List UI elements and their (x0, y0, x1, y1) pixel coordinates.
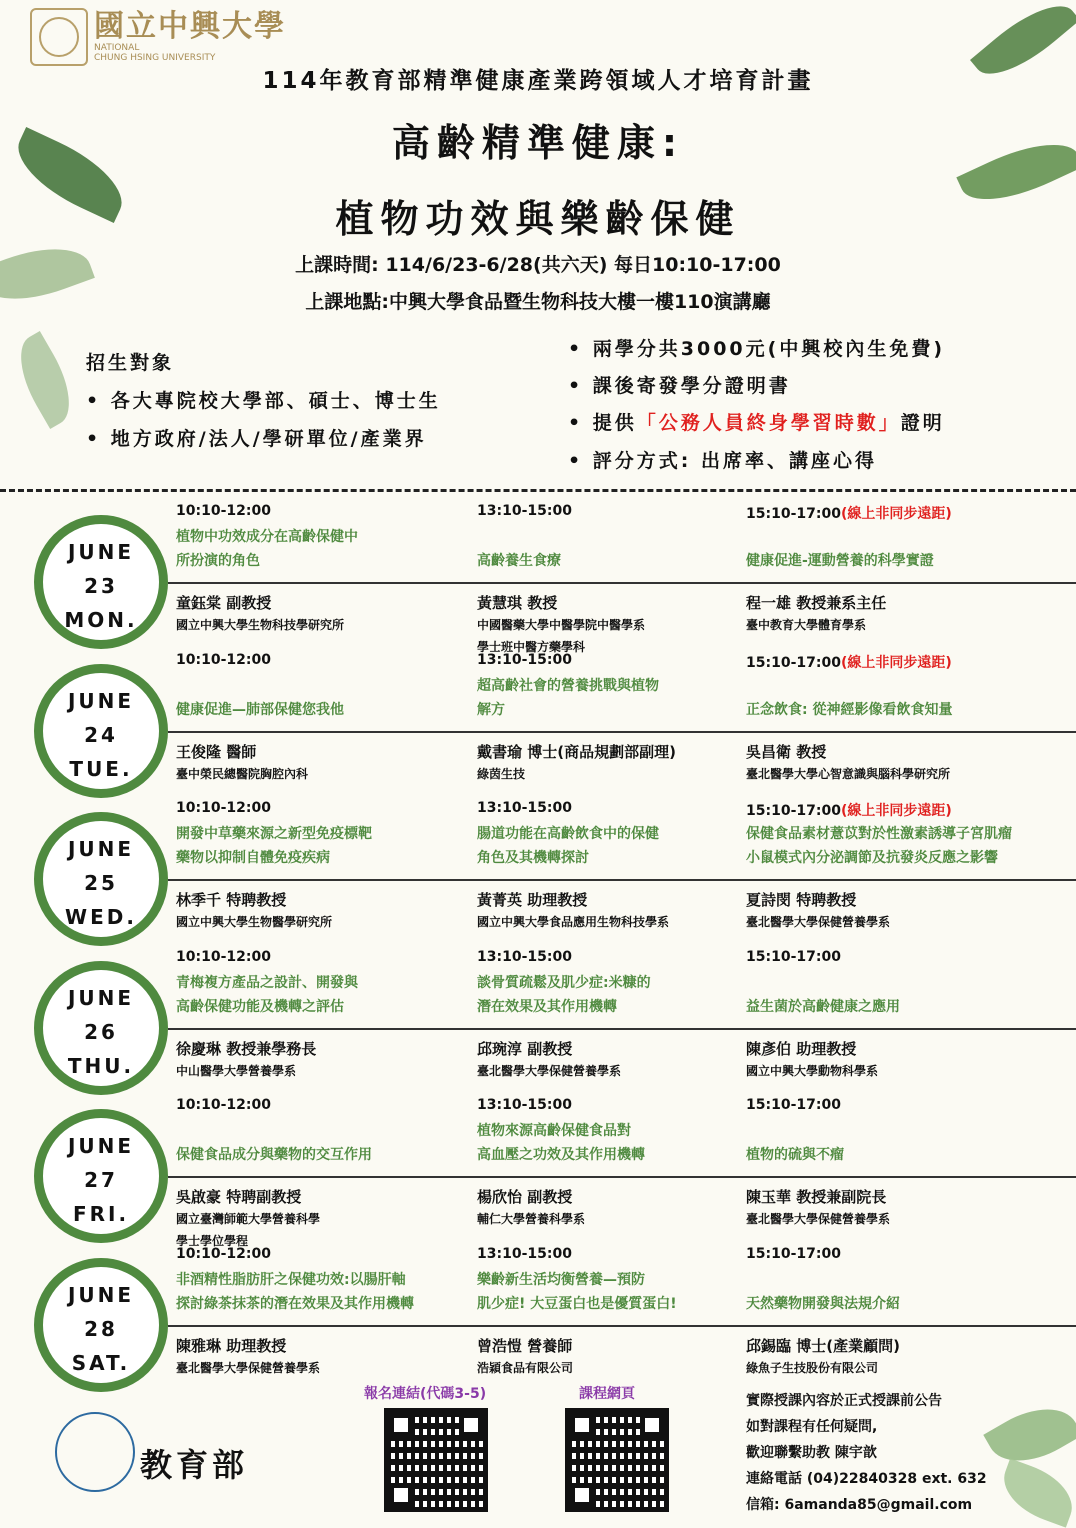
logo-english-line1: NATIONAL (94, 43, 140, 53)
day-badge-m: JUNE (67, 540, 135, 564)
program-header: 114年教育部精準健康產業跨領域人才培育計畫 (262, 68, 814, 94)
day-badge-w: WED. (65, 905, 137, 929)
contact-line: 如對課程有任何疑問, (746, 1419, 878, 1435)
target-item: • 各大專院校大學部、碩士、博士生 (86, 390, 441, 412)
day-badge-d: 25 (84, 871, 118, 895)
day-badge (34, 515, 168, 649)
speaker-name: 邱琬淳 副教授 (477, 1039, 573, 1058)
signup-qr-code[interactable] (384, 1408, 488, 1512)
day-badge-w: TUE. (69, 756, 133, 781)
speaker-affiliation: 臺北醫學大學保健營養學系 (746, 1212, 891, 1226)
speaker-name: 陳雅琳 助理教授 (176, 1336, 287, 1355)
speaker-affiliation: 國立中興大學動物科學系 (746, 1063, 879, 1078)
day-badge-m: JUNE (67, 837, 135, 861)
speaker-name: 王俊隆 醫師 (176, 742, 257, 761)
speaker-name: 林季千 特聘教授 (176, 891, 287, 909)
day-badge (34, 1258, 168, 1392)
day-badge-w: THU. (67, 1053, 135, 1078)
speaker-name: 夏詩閔 特聘教授 (746, 891, 857, 909)
benefit-item: • 課後寄發學分證明書 (568, 375, 791, 397)
logo-english-line2: CHUNG HSING UNIVERSITY (94, 53, 216, 63)
session-topic: 青梅複方產品之設計、開發與 高齡保健功能及機轉之評估 (176, 974, 358, 1015)
speaker-affiliation: 國立臺灣師範大學營養科學 (176, 1212, 321, 1226)
row-separator (168, 879, 1076, 881)
session-topic: 健康促進-運動營養的科學實證 (746, 553, 934, 569)
speaker-name: 陳彥伯 助理教授 (746, 1039, 857, 1058)
session-topic: 保健食品素材薏苡對於性激素誘導子宮肌瘤 小鼠模式內分泌調節及抗發炎反應之影響 (746, 826, 1012, 866)
day-badge-m: JUNE (67, 688, 135, 713)
speaker-affiliation: 浩穎食品有限公司 (477, 1360, 574, 1375)
session-time: 10:10-12:00 (176, 651, 271, 668)
day-badge-m: JUNE (67, 1134, 135, 1158)
day-badge-d: 28 (84, 1316, 118, 1341)
day-badge (34, 664, 168, 798)
benefit-item: • 兩學分共3000元(中興校內生免費) (568, 338, 946, 360)
speaker-affiliation: 國立中興大學生物醫學研究所 (176, 915, 333, 929)
speaker-name: 陳玉華 教授兼副院長 (746, 1188, 887, 1206)
day-badge-w: MON. (64, 608, 138, 632)
online-note: (線上非同步遠距) (840, 654, 952, 671)
day-badge (34, 812, 168, 946)
class-time: 上課時間: 114/6/23-6/28(共六天) 每日10:10-17:00 (295, 254, 781, 276)
session-time: 15:10-17:00 (746, 948, 841, 965)
speaker-affiliation: 綠茵生技 (477, 766, 526, 781)
speaker-name: 黃慧琪 教授 (477, 594, 558, 612)
class-venue: 上課地點:中興大學食品暨生物科技大樓一樓110演講廳 (305, 291, 771, 313)
speaker-affiliation: 臺中教育大學體育學系 (746, 618, 867, 632)
day-badge (34, 961, 168, 1095)
speaker-affiliation: 學士班中醫方藥學科 (477, 640, 586, 654)
speaker-affiliation: 國立中興大學食品應用生物科技學系 (477, 915, 670, 929)
page-title-line2: 植物功效與樂齡保健 (335, 197, 741, 241)
speaker-affiliation: 中國醫藥大學中醫學院中醫學系 (477, 618, 646, 632)
session-topic: 超高齡社會的營養挑戰與植物 解方 (477, 677, 659, 718)
contact-info (746, 1388, 987, 1518)
session-time: 15:10-17:00 (746, 1245, 841, 1262)
session-time: 10:10-12:00 (176, 503, 271, 519)
moe-name: 教育部 (140, 1446, 249, 1484)
signup-link[interactable]: 報名連結(代碼3-5) (364, 1386, 487, 1402)
session-time: 13:10-15:00 (477, 651, 572, 668)
session-time: 15:10-17:00(線上非同步遠距) (746, 654, 952, 671)
moe-logo-icon (55, 1412, 135, 1492)
session-topic: 天然藥物開發與法規介紹 (746, 1295, 900, 1312)
session-time: 15:10-17:00(線上非同步遠距) (746, 803, 952, 819)
session-topic: 樂齡新生活均衡營養—預防 肌少症! 大豆蛋白也是優質蛋白! (477, 1271, 677, 1312)
session-topic: 非酒精性脂肪肝之保健功效:以腸肝軸 探討綠茶抹茶的潛在效果及其作用機轉 (176, 1271, 414, 1312)
session-time: 10:10-12:00 (176, 800, 271, 816)
speaker-affiliation: 中山醫學大學營養學系 (176, 1063, 297, 1078)
day-badge-m: JUNE (67, 1282, 135, 1307)
session-topic: 談骨質疏鬆及肌少症:米糠的 潛在效果及其作用機轉 (477, 974, 651, 1015)
day-badge-d: 23 (84, 574, 118, 598)
session-topic: 正念飲食: 從神經影像看飲食知量 (746, 701, 953, 718)
day-badge-d: 26 (84, 1019, 118, 1044)
row-separator (168, 1028, 1076, 1030)
row-separator (168, 582, 1076, 584)
contact-phone: 連絡電話 (04)22840328 ext. 632 (746, 1471, 987, 1487)
speaker-affiliation: 臺北醫學大學保健營養學系 (176, 1360, 321, 1375)
speaker-affiliation: 學士學位學程 (176, 1234, 249, 1248)
target-item: • 地方政府/法人/學研單位/產業界 (86, 428, 427, 450)
session-time: 10:10-12:00 (176, 1245, 271, 1262)
day-badge-d: 27 (84, 1168, 118, 1192)
session-topic: 植物的硫與不瘤 (746, 1147, 844, 1163)
day-badge (34, 1109, 168, 1243)
speaker-affiliation: 綠魚子生技股份有限公司 (746, 1360, 879, 1375)
row-separator (168, 731, 1076, 733)
speaker-name: 曾浩愷 營養師 (477, 1336, 573, 1355)
session-topic: 腸道功能在高齡飲食中的保健 角色及其機轉探討 (477, 826, 659, 866)
speaker-affiliation: 臺北醫學大學保健營養學系 (746, 915, 891, 929)
contact-line: 歡迎聯繫助教 陳宇歆 (746, 1445, 877, 1461)
online-note: (線上非同步遠距) (840, 506, 952, 522)
page-title-line1: 高齡精準健康: (391, 121, 685, 165)
session-time: 13:10-15:00 (477, 1245, 572, 1262)
course-qr-code[interactable] (565, 1408, 669, 1512)
university-seal-icon (30, 8, 88, 66)
university-logo (30, 8, 286, 66)
speaker-affiliation: 臺北醫學大學保健營養學系 (477, 1063, 622, 1078)
session-time: 15:10-17:00(線上非同步遠距) (746, 506, 952, 522)
section-divider (0, 489, 1076, 492)
speaker-name: 戴書瑜 博士(商品規劃部副理) (477, 742, 676, 761)
day-badge-w: SAT. (71, 1350, 131, 1375)
session-time: 13:10-15:00 (477, 800, 572, 816)
row-separator (168, 1176, 1076, 1178)
speaker-name: 黃菁英 助理教授 (477, 891, 588, 909)
speaker-name: 楊欣怡 副教授 (477, 1188, 573, 1206)
speaker-affiliation: 國立中興大學生物科技學研究所 (176, 618, 345, 632)
leaf-decoration (5, 331, 85, 429)
session-time: 10:10-12:00 (176, 948, 271, 965)
session-topic: 植物來源高齡保健食品對 高血壓之功效及其作用機轉 (477, 1123, 645, 1163)
contact-line: 實際授課內容於正式授課前公告 (746, 1393, 942, 1409)
speaker-affiliation: 臺北醫學大學心智意識與腦科學研究所 (746, 766, 951, 781)
contact-email: 信箱: 6amanda85@gmail.com (746, 1497, 973, 1513)
day-badge-d: 24 (84, 722, 118, 747)
session-time: 13:10-15:00 (477, 1097, 572, 1113)
session-time: 13:10-15:00 (477, 948, 572, 965)
speaker-name: 吳昌衛 教授 (746, 742, 827, 761)
session-topic: 保健食品成分與藥物的交互作用 (176, 1147, 372, 1163)
logo-chinese-name: 國立中興大學 (94, 9, 286, 44)
leaf-decoration (994, 1458, 1076, 1527)
targets-heading: 招生對象 (86, 352, 175, 374)
day-badge-w: FRI. (72, 1202, 130, 1226)
civil-servant-hours-highlight: 「公務人員終身學習時數」 (636, 412, 901, 434)
session-topic: 開發中草藥來源之新型免疫標靶 藥物以抑制自體免疫疾病 (176, 826, 372, 866)
session-topic: 高齡養生食療 (477, 553, 561, 569)
session-time: 10:10-12:00 (176, 1097, 271, 1113)
speaker-name: 程一雄 教授兼系主任 (746, 594, 887, 612)
speaker-affiliation: 輔仁大學營養科學系 (477, 1212, 586, 1226)
course-page-link[interactable]: 課程網頁 (579, 1386, 635, 1402)
session-time: 15:10-17:00 (746, 1097, 841, 1113)
session-topic: 益生菌於高齡健康之應用 (746, 998, 900, 1015)
session-topic: 健康促進—肺部保健您我他 (176, 701, 344, 718)
speaker-name: 吳啟豪 特聘副教授 (176, 1188, 302, 1206)
day-badge-m: JUNE (67, 985, 135, 1010)
session-time: 13:10-15:00 (477, 503, 572, 519)
online-note: (線上非同步遠距) (840, 803, 952, 819)
benefit-item: • 提供「公務人員終身學習時數」證明 (568, 412, 945, 434)
speaker-name: 童鈺棠 副教授 (176, 594, 272, 612)
session-topic: 植物中功效成分在高齡保健中 所扮演的角色 (176, 529, 358, 569)
speaker-name: 邱錫臨 博士(產業顧問) (746, 1336, 900, 1355)
benefit-item: • 評分方式: 出席率、講座心得 (568, 450, 877, 472)
speaker-affiliation: 臺中榮民總醫院胸腔內科 (176, 766, 309, 781)
row-separator (168, 1325, 1076, 1327)
speaker-name: 徐慶琳 教授兼學務長 (176, 1039, 317, 1058)
